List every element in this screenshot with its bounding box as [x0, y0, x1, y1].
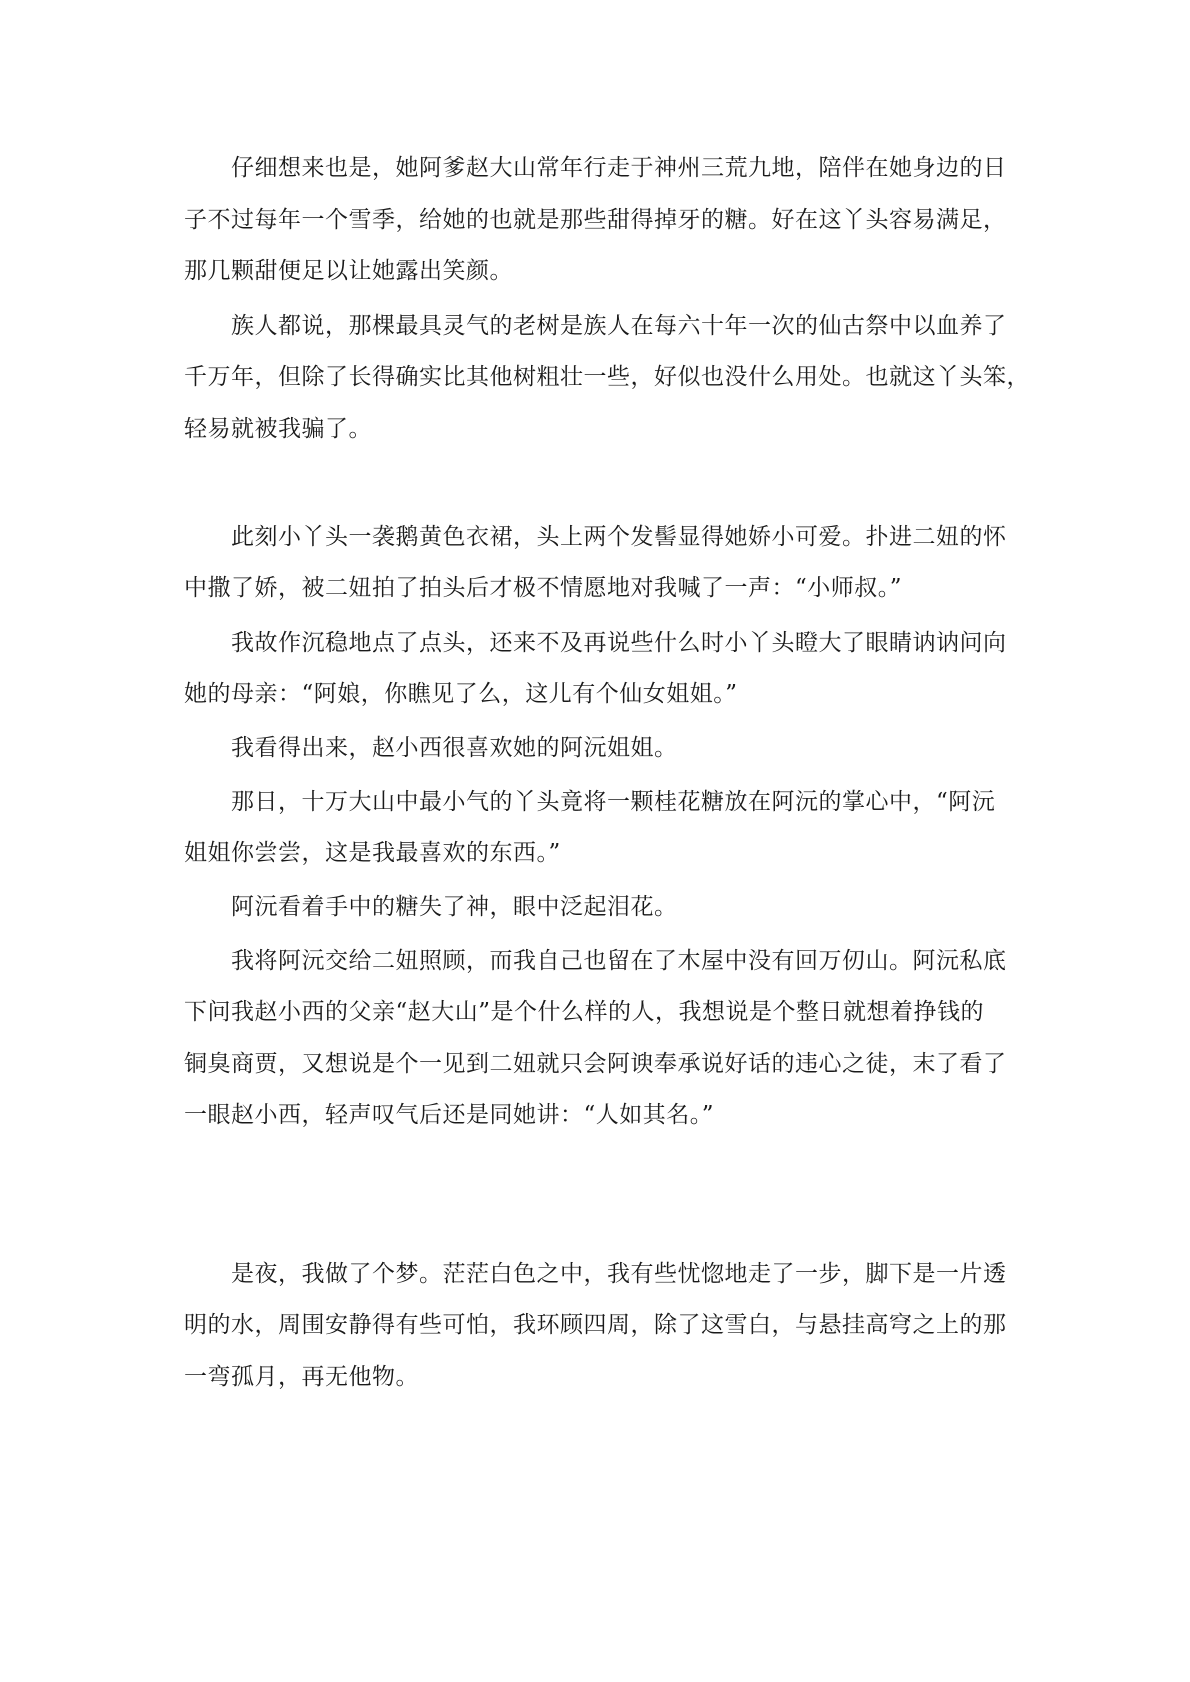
text-line: 她的母亲：“阿娘，你瞧见了么，这儿有个仙女姐姐。” — [184, 681, 738, 707]
text-line: 那几颗甜便足以让她露出笑颜。 — [184, 258, 513, 284]
text-line: 那日，十万大山中最小气的丫头竟将一颗桂花糖放在阿沅的掌心中，“阿沅 — [184, 789, 996, 815]
text-line: 中撒了娇，被二妞拍了拍头后才极不情愿地对我喊了一声：“小师叔。” — [184, 575, 903, 601]
text-line: 仔细想来也是，她阿爹赵大山常年行走于神州三荒九地，陪伴在她身边的日 — [184, 155, 1007, 181]
text-line: 一眼赵小西，轻声叹气后还是同她讲：“人如其名。” — [184, 1102, 715, 1128]
text-line: 子不过每年一个雪季，给她的也就是那些甜得掉牙的糖。好在这丫头容易满足， — [184, 207, 1007, 233]
text-line: 是夜，我做了个梦。茫茫白色之中，我有些忧惚地走了一步，脚下是一片透 — [184, 1261, 1007, 1287]
text-line: 下问我赵小西的父亲“赵大山”是个什么样的人，我想说是个整日就想着挣钱的 — [184, 999, 985, 1025]
text-line: 千万年，但除了长得确实比其他树粗壮一些，好似也没什么用处。也就这丫头笨， — [184, 364, 1030, 390]
text-line: 轻易就被我骗了。 — [184, 416, 372, 442]
text-line: 明的水，周围安静得有些可怕，我环顾四周，除了这雪白，与悬挂高穹之上的那 — [184, 1312, 1007, 1338]
text-line: 我故作沉稳地点了点头，还来不及再说些什么时小丫头瞪大了眼睛讷讷问向 — [184, 630, 1007, 656]
text-line: 姐姐你尝尝，这是我最喜欢的东西。” — [184, 840, 561, 866]
text-line: 此刻小丫头一袭鹅黄色衣裙，头上两个发髻显得她娇小可爱。扑进二妞的怀 — [184, 524, 1007, 550]
text-line: 族人都说，那棵最具灵气的老树是族人在每六十年一次的仙古祭中以血养了 — [184, 313, 1007, 339]
text-line: 铜臭商贾，又想说是个一见到二妞就只会阿谀奉承说好话的违心之徒，末了看了 — [184, 1051, 1007, 1077]
text-line: 我看得出来，赵小西很喜欢她的阿沅姐姐。 — [184, 735, 678, 761]
text-line: 我将阿沅交给二妞照顾，而我自己也留在了木屋中没有回万仞山。阿沅私底 — [184, 948, 1007, 974]
text-line: 一弯孤月，再无他物。 — [184, 1364, 419, 1390]
text-line: 阿沅看着手中的糖失了神，眼中泛起泪花。 — [184, 894, 678, 920]
